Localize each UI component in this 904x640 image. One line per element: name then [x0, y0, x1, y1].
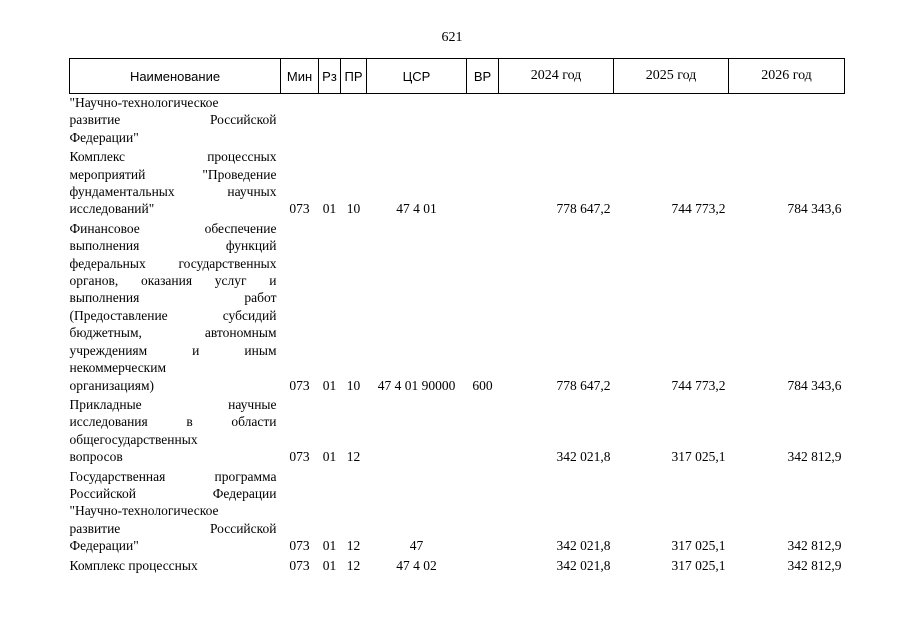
header-2025: 2025 год	[614, 59, 729, 94]
row-2026: 342 812,9	[787, 449, 842, 465]
header-min: Мин	[281, 59, 319, 94]
table-row	[70, 148, 845, 220]
row-min: 073	[289, 449, 310, 465]
budget-table	[69, 58, 845, 576]
row-csr: 47 4 01 90000	[377, 377, 456, 393]
row-pr: 10	[346, 377, 361, 393]
header-2026: 2026 год	[729, 59, 845, 94]
row-2026: 784 343,6	[787, 377, 842, 393]
row-2025: 744 773,2	[671, 377, 726, 393]
header-name: Наименование	[70, 59, 281, 94]
row-rz: 01	[322, 449, 337, 465]
row-vr	[467, 468, 499, 557]
row-name-line: выполнения работ	[69, 290, 277, 306]
row-min: 073	[289, 538, 310, 554]
row-pr: 12	[346, 538, 361, 554]
table-row	[70, 557, 845, 576]
row-name	[70, 220, 281, 396]
row-2026	[729, 94, 845, 149]
row-name-line: общегосударственных	[69, 431, 198, 447]
row-vr	[467, 396, 499, 468]
row-rz	[319, 94, 341, 149]
row-2024: 778 647,2	[556, 201, 611, 217]
row-min: 073	[289, 201, 310, 217]
row-csr	[367, 94, 467, 149]
row-2024	[499, 94, 614, 149]
row-name-line: исследования в области	[69, 414, 277, 430]
row-name-line: "Научно-технологическое	[69, 503, 219, 519]
page-number: 621	[441, 30, 463, 45]
row-name-line: Федерации"	[69, 538, 139, 554]
row-pr: 12	[346, 449, 361, 465]
row-name-line: Государственная программа	[69, 468, 277, 484]
row-name-line: Прикладные научные	[69, 396, 277, 412]
row-name-line: некоммерческим	[69, 360, 167, 376]
header-vr: ВР	[467, 59, 499, 94]
row-name-line: "Научно-технологическое	[69, 95, 219, 110]
row-name-line: Российской Федерации	[69, 485, 277, 501]
header-csr: ЦСР	[367, 59, 467, 94]
row-vr	[467, 557, 499, 576]
row-pr: 10	[346, 201, 361, 217]
row-pr	[341, 94, 367, 149]
row-name-line: Комплекс процессных	[69, 149, 277, 165]
row-name-line: мероприятий "Проведение	[69, 166, 277, 182]
row-min: 073	[289, 557, 310, 573]
row-2024: 342 021,8	[556, 449, 611, 465]
row-name	[70, 94, 281, 149]
header-rz: Рз	[319, 59, 341, 94]
row-2026: 784 343,6	[787, 201, 842, 217]
row-name-line: исследований"	[69, 201, 155, 217]
row-name-line: органов, оказания услуг и	[69, 273, 277, 289]
row-2026: 342 812,9	[787, 538, 842, 554]
row-name-line: (Предоставление субсидий	[69, 307, 277, 323]
row-csr	[367, 396, 467, 468]
row-name-line: Федерации"	[69, 129, 139, 145]
row-name-line: развитие Российской	[69, 520, 277, 536]
row-name-line: развитие Российской	[69, 112, 277, 128]
row-2024: 342 021,8	[556, 557, 611, 573]
row-name-line: федеральных государственных	[69, 255, 277, 271]
row-2025: 317 025,1	[671, 449, 726, 465]
row-vr	[467, 148, 499, 220]
row-name-line: вопросов	[69, 449, 123, 465]
table-body	[70, 94, 845, 576]
table-row	[70, 220, 845, 396]
row-name	[70, 557, 281, 576]
row-2025: 317 025,1	[671, 538, 726, 554]
row-name-line: бюджетным, автономным	[69, 325, 277, 341]
row-pr: 12	[346, 557, 361, 573]
row-rz: 01	[322, 557, 337, 573]
row-vr: 600	[472, 377, 493, 393]
row-rz: 01	[322, 377, 337, 393]
row-name-line: Комплекс процессных	[69, 557, 198, 573]
row-name-line: фундаментальных научных	[69, 184, 277, 200]
header-pr: ПР	[341, 59, 367, 94]
row-2025: 317 025,1	[671, 557, 726, 573]
row-name	[70, 468, 281, 557]
row-min: 073	[289, 377, 310, 393]
header-2024: 2024 год	[499, 59, 614, 94]
table-row	[70, 468, 845, 557]
table-row	[70, 94, 845, 149]
row-2025: 744 773,2	[671, 201, 726, 217]
table-header-row	[70, 59, 845, 94]
row-2024: 342 021,8	[556, 538, 611, 554]
row-name-line: Финансовое обеспечение	[69, 220, 277, 236]
row-csr: 47	[409, 538, 424, 554]
row-2025	[614, 94, 729, 149]
row-name-line: учреждениям и иным	[69, 342, 277, 358]
row-2026: 342 812,9	[787, 557, 842, 573]
row-name-line: организациям)	[69, 377, 155, 393]
row-csr: 47 4 01	[396, 201, 437, 217]
row-rz: 01	[322, 538, 337, 554]
row-min	[281, 94, 319, 149]
row-name	[70, 396, 281, 468]
row-vr	[467, 94, 499, 149]
table-row	[70, 396, 845, 468]
row-2024: 778 647,2	[556, 377, 611, 393]
row-rz: 01	[322, 201, 337, 217]
row-name-line: выполнения функций	[69, 238, 277, 254]
row-name	[70, 148, 281, 220]
row-csr: 47 4 02	[396, 557, 437, 573]
